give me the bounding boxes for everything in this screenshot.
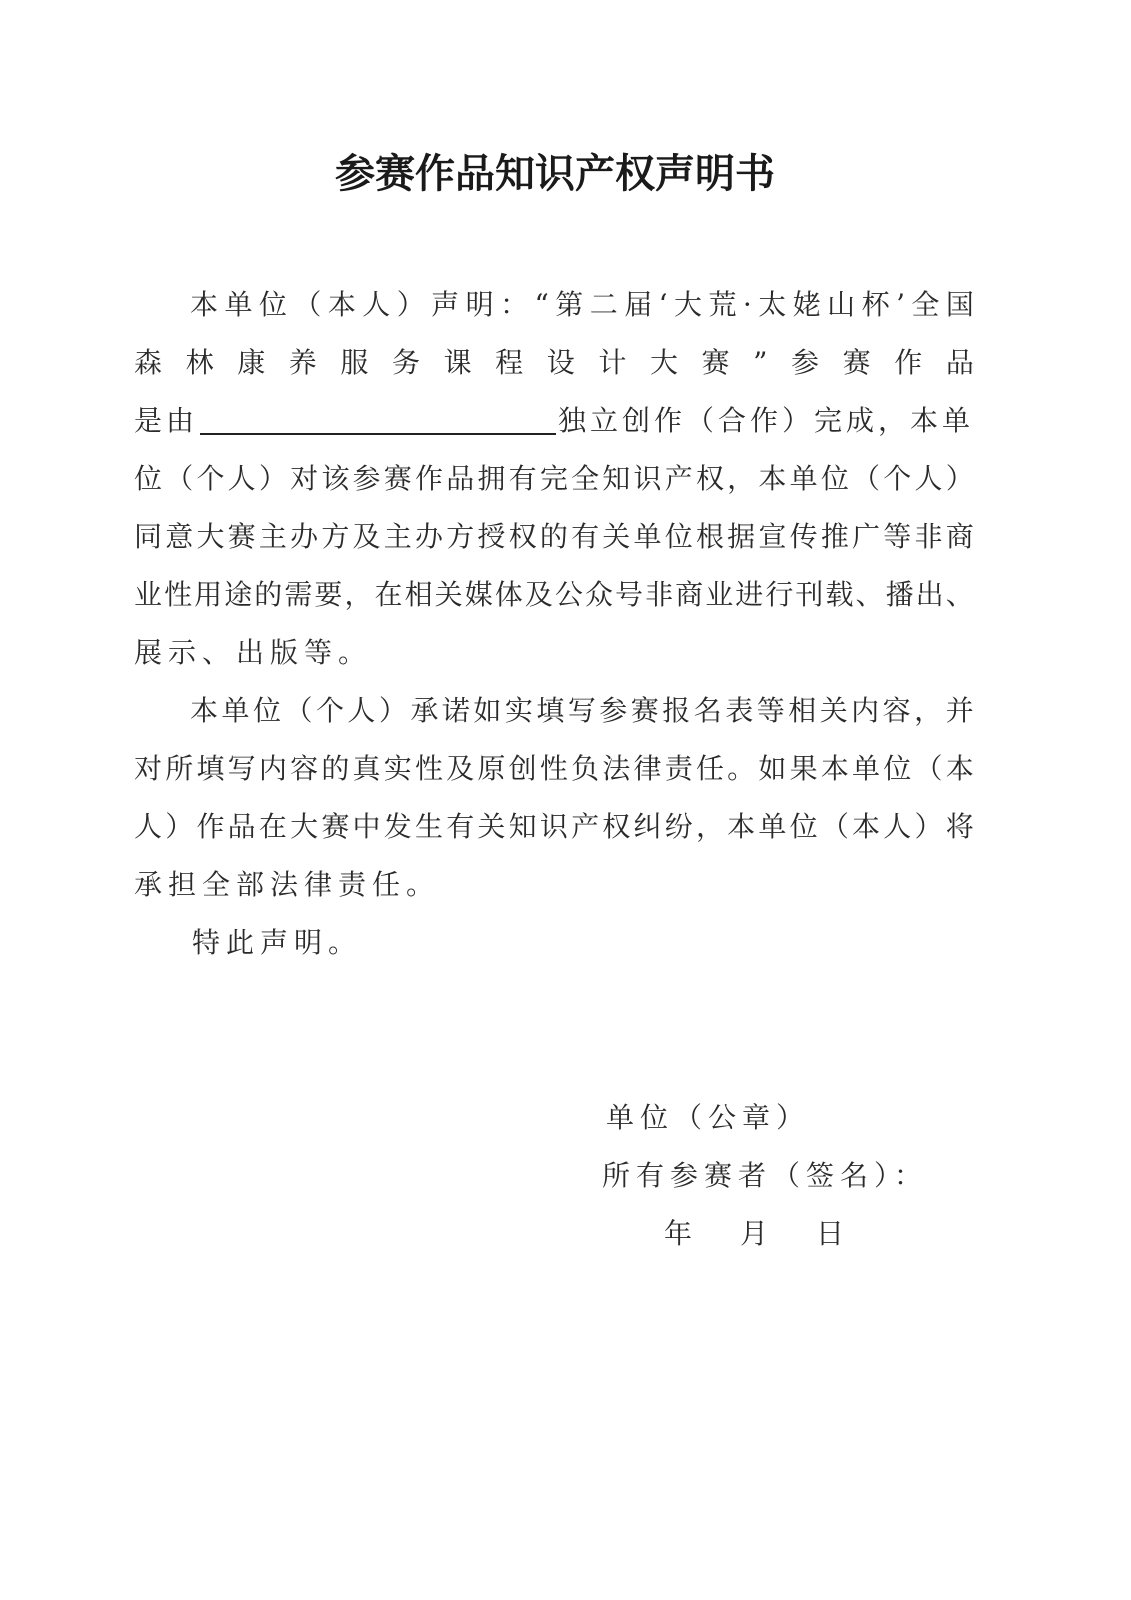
p1-line-3-prefix: 是由 (134, 404, 199, 437)
p1-line-6: 业 性 用 途 的 需 要 ， 在 相 关 媒 体 及 公 众 号 非 商 业 进 行 刊 载 、 播 出 、 (134, 578, 974, 611)
unit-seal-label: 单位（公章） (606, 1101, 811, 1134)
p1-line-2: 森 林 康 养 服 务 课 程 设 计 大 赛 ” 参 赛 作 品 (134, 346, 974, 379)
p2-line-3: 人 ） 作 品 在 大 赛 中 发 生 有 关 知 识 产 权 纠 纷 ， 本 单 位 （ 本 人 ） 将 (134, 810, 974, 843)
participants-signature-label: 所有参赛者（签名）： (602, 1159, 929, 1192)
author-fill-blank (200, 399, 556, 435)
document-title: 参赛作品知识产权声明书 (335, 150, 775, 197)
p1-line-3-suffix: 独立创作（合作）完成，本单 (557, 404, 974, 437)
p3-line-1: 特此声明。 (192, 926, 363, 959)
p2-line-2: 对 所 填 写 内 容 的 真 实 性 及 原 创 性 负 法 律 责 任 。 如 果 本 单 位 （ 本 (134, 752, 974, 785)
p2-line-1: 本 单 位 （ 个 人 ） 承 诺 如 实 填 写 参 赛 报 名 表 等 相 关 内 容 ， 并 (190, 694, 974, 727)
p1-line-5: 同 意 大 赛 主 办 方 及 主 办 方 授 权 的 有 关 单 位 根 据 宣 传 推 广 等 非 商 (134, 520, 974, 553)
p1-line-7: 展示、出版等。 (134, 636, 373, 669)
p1-line-4: 位 （ 个 人 ） 对 该 参 赛 作 品 拥 有 完 全 知 识 产 权 ， 本 单 位 （ 个 人 ） (134, 462, 974, 495)
p2-line-4: 承担全部法律责任。 (134, 868, 441, 901)
date-label: 年 月 日 (664, 1217, 855, 1250)
p1-line-3 (134, 399, 974, 443)
p1-line-1: 本 单 位 （ 本 人 ） 声 明 ： “ 第 二 届 ‘ 大 荒 · 太 姥 山 杯 ’ 全 国 (190, 288, 974, 321)
